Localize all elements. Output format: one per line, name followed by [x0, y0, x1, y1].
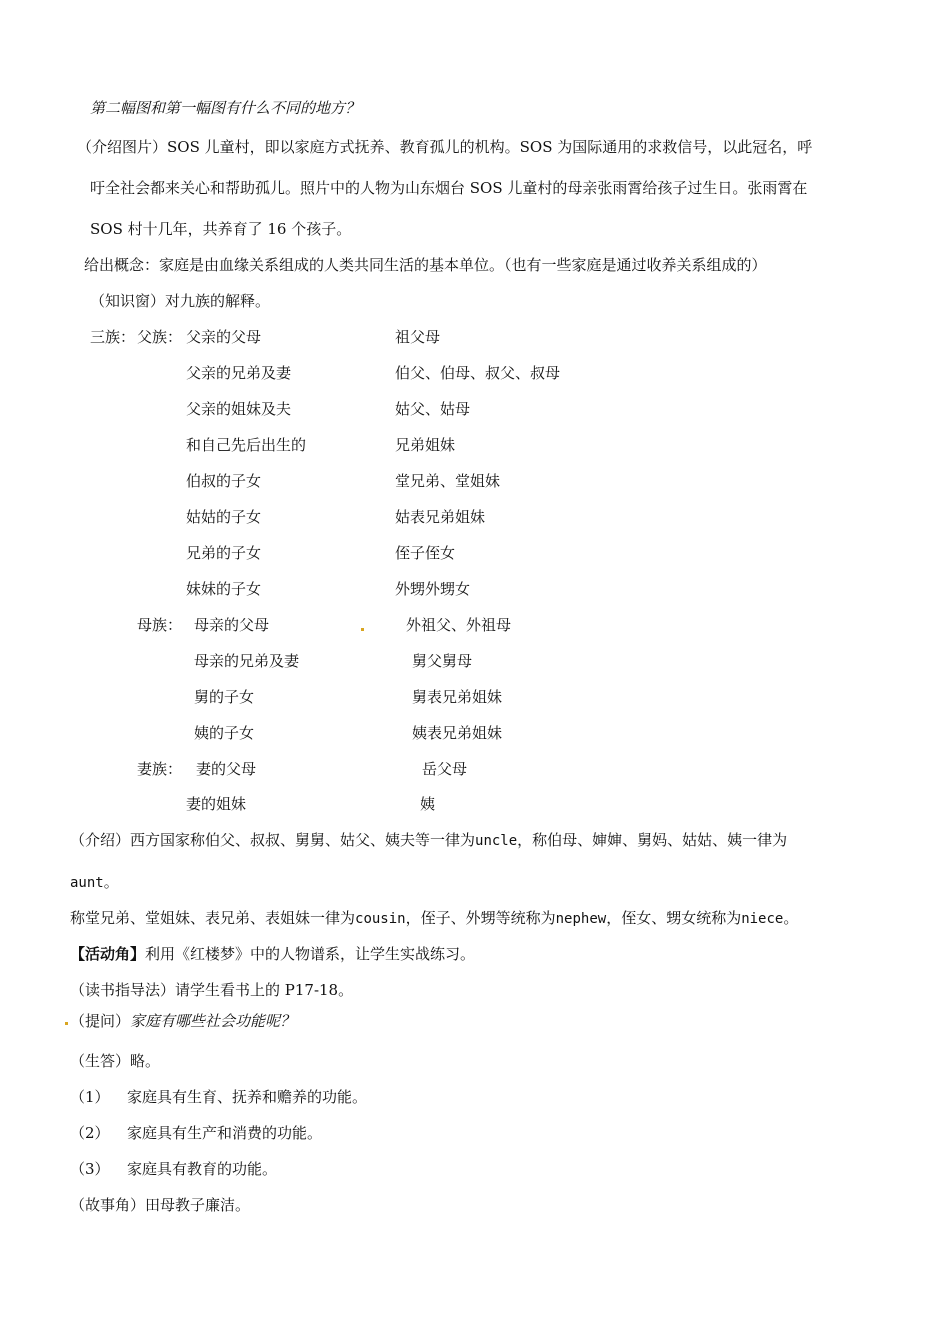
clan-meaning: 堂兄弟、堂姐妹: [395, 472, 501, 490]
clan-term: 父亲的父母: [186, 328, 262, 346]
intro-paragraph-line-2: 吁全社会都来关心和帮助孤儿。照片中的人物为山东烟台 SOS 儿童村的母亲张雨霄给孩子过生日。张雨霄在: [90, 179, 808, 197]
clan-meaning: 岳父母: [422, 760, 468, 778]
clan-meaning: 外祖父、外祖母: [406, 616, 512, 634]
clan-term: 妻的姐妹: [186, 795, 247, 813]
activity-label: 【活动角】: [70, 945, 146, 963]
function-text: 家庭具有教育的功能。: [127, 1160, 278, 1178]
ask-text: 家庭有哪些社会功能呢？: [130, 1012, 296, 1030]
clan-meaning: 姑父、姑母: [395, 400, 471, 418]
clan-term: 父亲的姐妹及夫: [186, 400, 292, 418]
ask-label: （提问）: [70, 1012, 131, 1030]
function-number: （3）: [70, 1160, 110, 1178]
clan-term: 母亲的兄弟及妻: [194, 652, 300, 670]
term-nephew: nephew: [555, 911, 607, 927]
stray-mark: [65, 1022, 68, 1025]
clan-term: 兄弟的子女: [186, 544, 262, 562]
clan-term: 舅的子女: [194, 688, 255, 706]
clan-meaning: 舅表兄弟姐妹: [412, 688, 503, 706]
clan-meaning: 姨表兄弟姐妹: [412, 724, 503, 742]
clan-meaning: 舅父舅母: [412, 652, 473, 670]
intro-paragraph-line-3: SOS 村十几年，共养育了 16 个孩子。: [90, 220, 352, 238]
opening-question: 第二幅图和第一幅图有什么不同的地方？: [90, 99, 361, 117]
term-uncle: uncle: [475, 833, 518, 849]
clan-term: 父亲的兄弟及妻: [186, 364, 292, 382]
father-clan-label: 父族：: [137, 328, 183, 346]
intro-paragraph-line-1: （介绍图片）SOS 儿童村，即以家庭方式抚养、教育孤儿的机构。SOS 为国际通用的求救信号，以此冠名，呼: [77, 138, 813, 156]
clan-meaning: 祖父母: [395, 328, 441, 346]
function-number: （1）: [70, 1088, 110, 1106]
term-cousin: cousin: [355, 911, 406, 927]
clan-meaning: 兄弟姐妹: [395, 436, 456, 454]
clan-term: 伯叔的子女: [186, 472, 262, 490]
concept-definition: 给出概念：家庭是由血缘关系组成的人类共同生活的基本单位。（也有一些家庭是通过收养关系组成的）: [84, 256, 767, 274]
western-terms-line-3: 称堂兄弟、堂姐妹、表兄弟、表姐妹一律为cousin，侄子、外甥等统称为nephew，侄女、甥女统称为niece。: [70, 909, 799, 927]
clan-meaning: 姑表兄弟姐妹: [395, 508, 486, 526]
term-aunt: aunt: [70, 875, 104, 891]
activity-text: 利用《红楼梦》中的人物谱系，让学生实战练习。: [145, 945, 476, 963]
clan-term: 妹妹的子女: [186, 580, 262, 598]
activity-corner: [70, 947, 475, 962]
function-text: 家庭具有生育、抚养和赡养的功能。: [127, 1088, 368, 1106]
clan-term: 和自己先后出生的: [186, 436, 307, 454]
clan-meaning: 侄子侄女: [395, 544, 456, 562]
clan-meaning: 外甥外甥女: [395, 580, 471, 598]
clan-term: 母亲的父母: [194, 616, 270, 634]
clan-meaning: 伯父、伯母、叔父、叔母: [395, 364, 561, 382]
wife-clan-label: 妻族：: [137, 760, 183, 778]
question-functions: [70, 1014, 295, 1029]
clan-term: 姑姑的子女: [186, 508, 262, 526]
mother-clan-label: 母族：: [137, 616, 183, 634]
stray-mark: [361, 628, 364, 631]
knowledge-window: （知识窗）对九族的解释。: [90, 292, 271, 310]
function-number: （2）: [70, 1124, 110, 1142]
western-terms-line-1: （介绍）西方国家称伯父、叔叔、舅舅、姑父、姨夫等一律为uncle，称伯母、婶婶、舅妈、姑姑、姨一律为: [70, 831, 788, 849]
reading-guide: （读书指导法）请学生看书上的 P17-18。: [70, 981, 354, 999]
clan-term: 姨的子女: [194, 724, 255, 742]
clan-meaning: 姨: [420, 795, 436, 813]
clan-term: 妻的父母: [196, 760, 257, 778]
western-terms-line-2: aunt。: [70, 873, 119, 891]
story-corner: （故事角）田母教子廉洁。: [70, 1196, 251, 1214]
term-niece: niece: [741, 911, 784, 927]
three-clans-label: 三族：: [90, 328, 136, 346]
function-text: 家庭具有生产和消费的功能。: [127, 1124, 323, 1142]
student-answer: （生答）略。: [70, 1052, 161, 1070]
